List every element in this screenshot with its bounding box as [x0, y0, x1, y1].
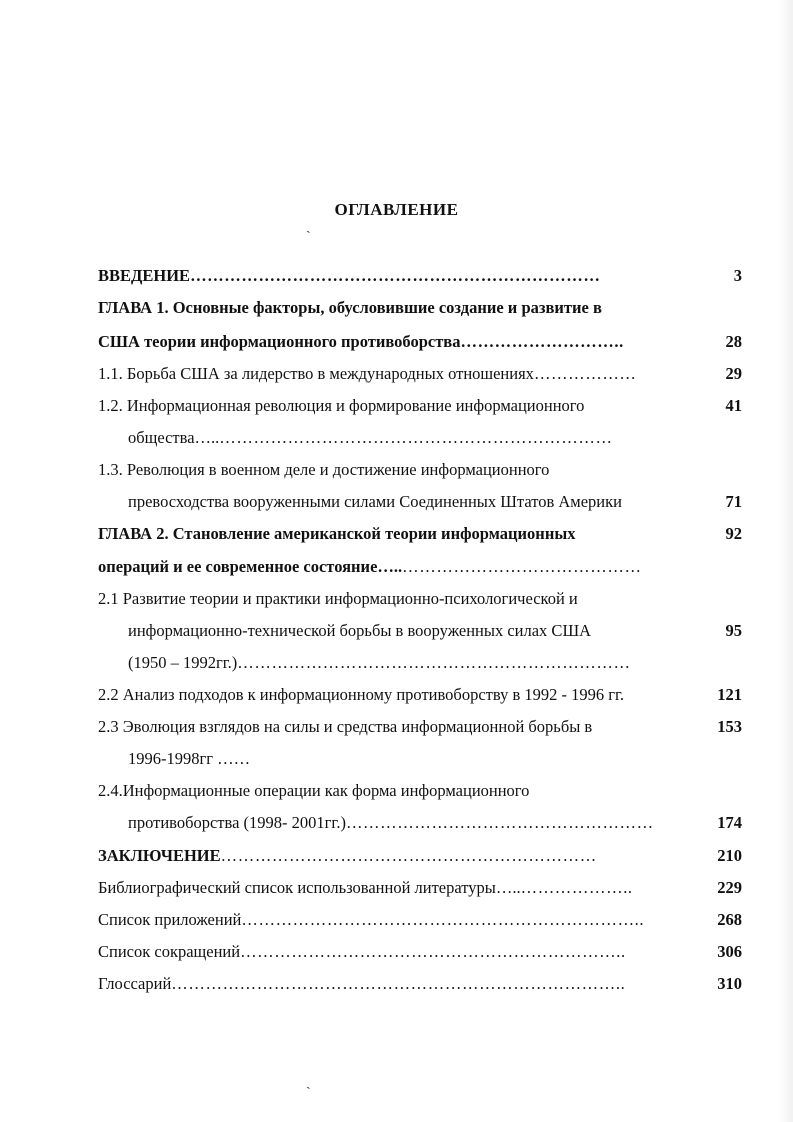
entry-text: Список сокращений	[98, 942, 241, 961]
dot-leader: ………………..	[520, 878, 633, 897]
toc-entry-chapter-1-cont	[98, 332, 698, 352]
toc-entry-1-3-cont	[128, 492, 698, 512]
toc-entry-glossary	[98, 974, 698, 994]
dot-leader: ………………………………………………………………	[190, 266, 601, 285]
toc-entry-2-4-cont	[128, 813, 698, 833]
page-number: 92	[725, 524, 742, 543]
entry-text: Глоссарий	[98, 974, 172, 993]
page-number: 306	[717, 942, 742, 961]
toc-entry-1-1	[98, 364, 698, 384]
page-number: 41	[725, 396, 742, 415]
entry-text: 2.4.Информационные операции как форма информационного	[98, 781, 530, 800]
entry-text: ЗАКЛЮЧЕНИЕ	[98, 846, 221, 865]
entry-text: операций и ее современное состояние…..	[98, 557, 403, 576]
page-number: 121	[717, 685, 742, 704]
page-number: 71	[725, 492, 742, 511]
dot-leader: ……………………………………………………………	[237, 653, 631, 672]
page-number: 310	[717, 974, 742, 993]
entry-text: 2.3 Эволюция взглядов на силы и средства информационной борьбы в	[98, 717, 593, 736]
entry-text: информационно-технической борьбы в вооруженных силах США	[128, 621, 591, 640]
dot-leader: ………………………..	[460, 332, 624, 351]
page-number: 153	[717, 717, 742, 736]
toc-entry-bibliography	[98, 878, 698, 898]
scan-speck: ˎ	[306, 1075, 311, 1090]
dot-leader: ……………………………………………………………………..	[171, 974, 626, 993]
page-number: 95	[725, 621, 742, 640]
toc-entry-1-3	[98, 460, 698, 480]
dot-leader: ……………………………………	[402, 557, 642, 576]
entry-text: ВВЕДЕНИЕ	[98, 266, 191, 285]
toc-entry-2-1-cont	[128, 621, 698, 641]
entry-text: ГЛАВА 2. Становление американской теории информационных	[98, 524, 576, 543]
dot-leader: ………………………………………………	[345, 813, 654, 832]
toc-entry-2-1	[98, 589, 698, 609]
toc-entry-2-1-dates	[128, 653, 698, 673]
toc-entry-2-2	[98, 685, 698, 705]
toc-entry-2-3-cont	[128, 749, 698, 769]
entry-text: ГЛАВА 1. Основные факторы, обусловившие создание и развитие в	[98, 298, 602, 317]
scan-speck: ˎ	[306, 219, 311, 234]
toc-entry-1-2-cont	[128, 428, 698, 448]
dot-leader: …………………………………………………………..	[240, 942, 626, 961]
entry-text: 1.1. Борьба США за лидерство в международных отношениях	[98, 364, 534, 383]
page-number: 229	[717, 878, 742, 897]
toc-entry-chapter-1	[98, 298, 698, 318]
entry-text: общества…..	[128, 428, 220, 447]
entry-text: Список приложений	[98, 910, 242, 929]
entry-text: 2.2 Анализ подходов к информационному противоборству в 1992 - 1996 гг.	[98, 685, 625, 704]
page-number: 174	[717, 813, 742, 832]
entry-text: 1.2. Информационная революция и формирование информационного	[98, 396, 585, 415]
dot-leader: ……………………………………………………………..	[241, 910, 645, 929]
toc-entry-introduction	[98, 266, 698, 286]
toc-entry-conclusion	[98, 846, 698, 866]
entry-text: противоборства (1998- 2001гг.)	[128, 813, 346, 832]
toc-entry-2-3	[98, 717, 698, 737]
toc-title: ОГЛАВЛЕНИЕ	[334, 200, 459, 219]
entry-text: (1950 – 1992гг.)	[128, 653, 238, 672]
scan-edge-shadow	[779, 0, 793, 1122]
toc-entry-abbreviations	[98, 942, 698, 962]
toc-entry-1-2	[98, 396, 698, 416]
dot-leader: …………………………………………………………	[220, 846, 597, 865]
entry-text: 1.3. Революция в военном деле и достижение информационного	[98, 460, 550, 479]
dot-leader: ………………	[533, 364, 637, 383]
entry-text: 1996-1998гг ……	[128, 749, 251, 768]
entry-text: 2.1 Развитие теории и практики информационно-психологической и	[98, 589, 578, 608]
toc-entry-chapter-2	[98, 524, 698, 544]
toc-entry-chapter-2-cont	[98, 557, 698, 577]
toc-entry-2-4	[98, 781, 698, 801]
toc-entry-appendices	[98, 910, 698, 930]
dot-leader: ……………………………………………………………	[219, 428, 613, 447]
page-number: 268	[717, 910, 742, 929]
page-number: 3	[733, 266, 742, 285]
page-number: 28	[725, 332, 742, 351]
page-number: 210	[717, 846, 742, 865]
entry-text: Библиографический список использованной литературы…..	[98, 878, 521, 897]
entry-text: США теории информационного противоборства	[98, 332, 461, 351]
page-number: 29	[725, 364, 742, 383]
entry-text: превосходства вооруженными силами Соединенных Штатов Америки	[128, 492, 622, 511]
